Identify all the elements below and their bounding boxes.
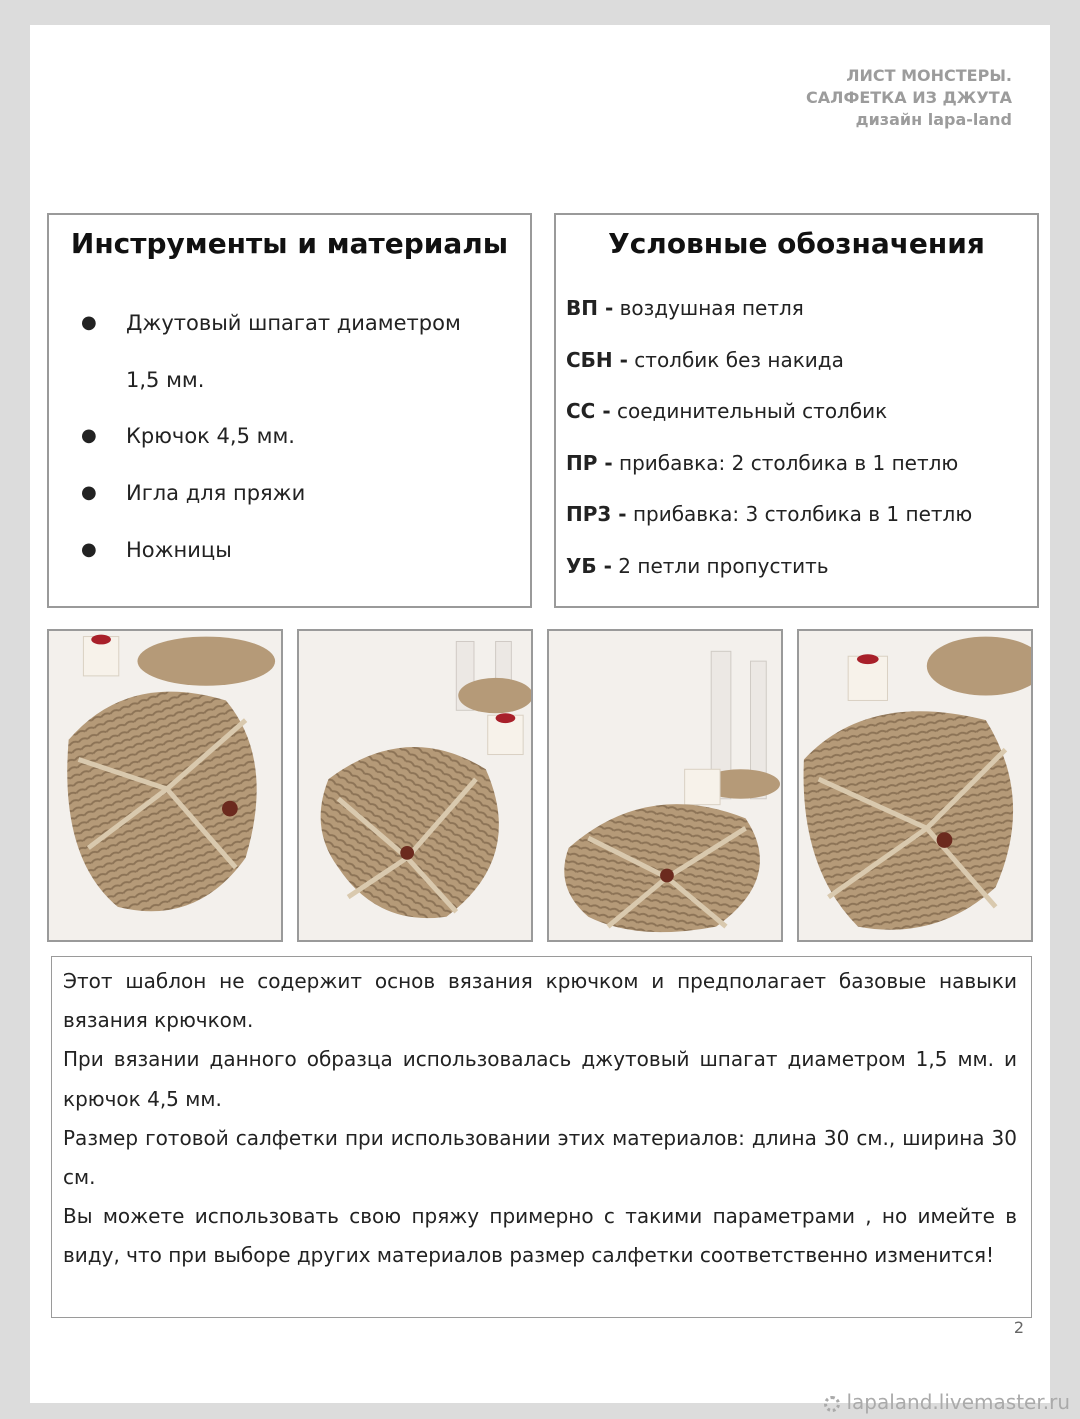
monstera-doily-image (299, 631, 531, 940)
bullet-icon: ● (81, 312, 97, 333)
header-line-2: САЛФЕТКА ИЗ ДЖУТА (806, 88, 1012, 107)
bullet-icon: ● (81, 425, 97, 447)
symbols-title: Условные обозначения (608, 227, 985, 260)
bullet-icon: ● (81, 482, 97, 504)
symbol-desc: столбик без накида (634, 347, 844, 372)
tools-list-item (79, 465, 461, 522)
tools-list-item (79, 522, 461, 579)
symbol-abbr: ПР3 - (566, 502, 627, 526)
tools-title: Инструменты и материалы (70, 227, 509, 260)
monstera-doily-image (49, 631, 281, 940)
monstera-doily-image (799, 631, 1031, 940)
tools-list-item (79, 295, 461, 408)
tools-list (79, 295, 461, 579)
symbol-abbr: ПР - (566, 450, 613, 475)
symbol-desc: прибавка: 2 столбика в 1 петлю (619, 450, 959, 475)
product-photo-3 (547, 629, 783, 942)
pattern-note-box (51, 956, 1032, 1318)
symbol-item (566, 283, 972, 335)
tools-item-text: Крючок 4,5 мм. (126, 424, 295, 449)
document-header (806, 65, 1012, 131)
symbol-abbr: СБН - (566, 347, 628, 372)
watermark-logo-icon (824, 1396, 840, 1412)
document-page (30, 25, 1050, 1403)
tools-list-item (79, 408, 461, 465)
note-paragraph: Этот шаблон не содержит основ вязания крючком и предполагает базовые навыки вязания крючком. (63, 969, 1017, 1033)
bullet-icon: ● (81, 538, 97, 560)
note-paragraph: При вязании данного образца использовалась джутовый шпагат диаметром 1,5 мм. и крючок 4,5 мм. (63, 1047, 1017, 1111)
symbol-item (566, 335, 972, 387)
tools-item-text: Джутовый шпагат диаметром (126, 311, 461, 335)
monstera-doily-image (549, 631, 781, 940)
header-line-3: дизайн lapa-land (855, 110, 1012, 129)
tools-materials-box (47, 213, 532, 608)
product-photo-1 (47, 629, 283, 942)
symbol-item (566, 489, 972, 541)
header-line-1: ЛИСТ МОНСТЕРЫ. (846, 66, 1012, 85)
page-number: 2 (1013, 1318, 1024, 1337)
symbol-item (566, 438, 972, 490)
symbols-list (566, 283, 972, 592)
tools-item-text: 1,5 мм. (126, 367, 205, 392)
symbol-desc: соединительный столбик (616, 399, 888, 423)
symbol-item (566, 386, 972, 438)
symbol-abbr: ВП - (566, 296, 614, 320)
symbol-desc: воздушная петля (619, 296, 804, 320)
note-paragraph: Вы можете использовать свою пряжу примерно с такими параметрами , но имейте в виду, что при выборе других материалов размер салфетки соответственно изменится! (63, 1204, 1017, 1268)
symbol-abbr: УБ - (566, 553, 612, 578)
watermark (824, 1390, 1070, 1414)
product-photo-4 (797, 629, 1033, 942)
symbol-abbr: СС - (566, 399, 611, 423)
symbol-desc: 2 петли пропустить (618, 553, 829, 578)
symbol-item (566, 541, 972, 593)
tools-item-text: Ножницы (126, 537, 232, 562)
product-photo-2 (297, 629, 533, 942)
symbols-legend-box (554, 213, 1039, 608)
watermark-text: lapaland.livemaster.ru (846, 1390, 1070, 1414)
tools-item-text: Игла для пряжи (126, 481, 306, 506)
note-text (63, 962, 1017, 1276)
symbol-desc: прибавка: 3 столбика в 1 петлю (632, 502, 973, 526)
note-paragraph: Размер готовой салфетки при использовании этих материалов: длина 30 см., ширина 30 см. (63, 1125, 1017, 1190)
